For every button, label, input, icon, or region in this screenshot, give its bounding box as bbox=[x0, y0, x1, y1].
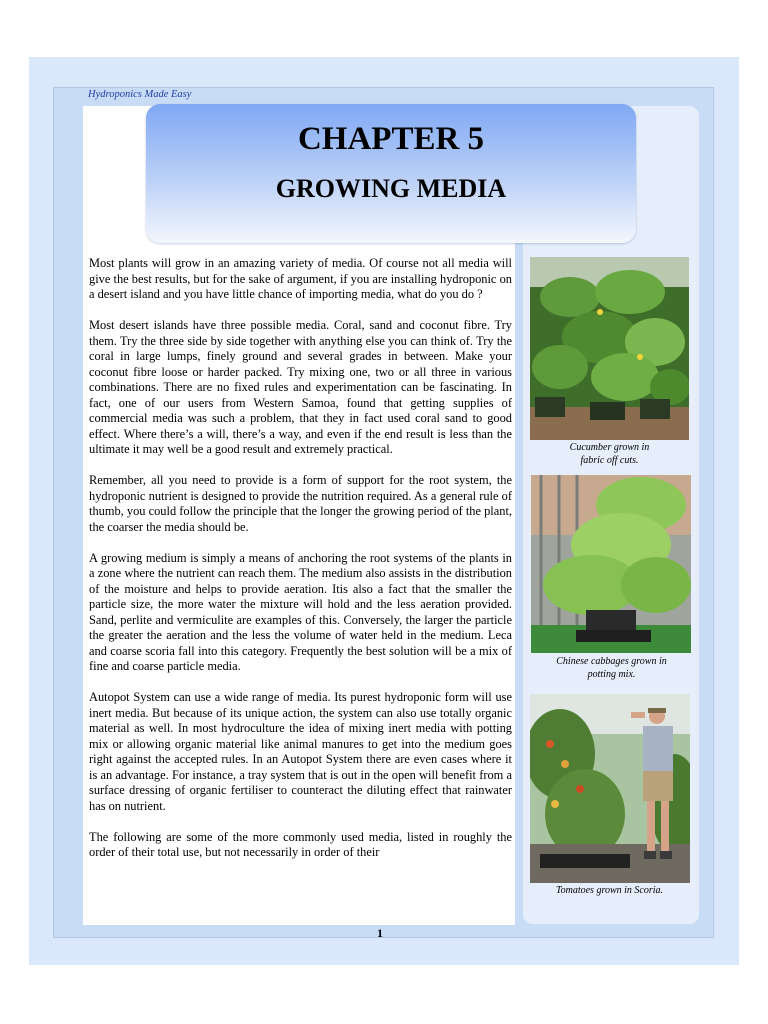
figure-caption: Tomatoes grown in Scoria. bbox=[555, 885, 664, 896]
chapter-number: CHAPTER 5 bbox=[297, 121, 485, 157]
running-head: Hydroponics Made Easy bbox=[88, 89, 192, 100]
body-text bbox=[89, 256, 512, 876]
paragraph: Most plants will grow in an amazing variety of media. Of course not all media will give the best results, but for the sake of argument, if you are installing hydroponic on a desert island and you have little chance of importing media, what do you do ? bbox=[89, 256, 512, 301]
figure-caption: Chinese cabbages grown in potting mix. bbox=[556, 656, 667, 680]
tomato-photo bbox=[530, 694, 690, 883]
chapter-title: GROWING MEDIA bbox=[275, 174, 507, 203]
paragraph: Remember, all you need to provide is a form of support for the root system, the hydroponic nutrient is designed to provide the nutrition required. As a general rule of thumb, you could follow the principle that the longer the growing period of the plant, the coarser the media should be. bbox=[89, 473, 512, 534]
paragraph: Autopot System can use a wide range of media. Its purest hydroponic form will use inert media. But because of its unique action, the system can also use totally organic material as well. In most hydroculture the idea of mixing inert media with potting mix or allowing organic material like animal manures to get into the medium goes right against the accepted rules. In an Autopot System there are even cases where it is an advantage. For instance, a tray system that is out in the open will benefit from a surface dressing of organic fertiliser to counteract the diluting effect that rainwater has on nutrient. bbox=[89, 690, 512, 813]
cabbage-photo bbox=[531, 475, 691, 653]
page-number: 1 bbox=[377, 926, 383, 940]
paragraph: Most desert islands have three possible media. Coral, sand and coconut fibre. Try them. Try the three side by side together with anything else you can think of. Try the coral in large lumps, finely ground and several grades in between. Make your coconut fibre loose or harder packed. Try mixing one, two or all three in various combinations. There are no fixed rules and experimentation can be fascinating. In fact, one of our users from Western Samoa, found that getting supplies of commercial media was such a problem, that they in fact used coral sand to good effect. Where there’s a will, there’s a way, and even if the end result is less than the ultimate it may well be a good result and extremely practical. bbox=[89, 318, 512, 456]
paragraph: The following are some of the more commonly used media, listed in roughly the order of their total use, but not necessarily in order of their bbox=[89, 829, 512, 859]
chapter-banner bbox=[146, 104, 636, 243]
figure-caption: Cucumber grown in fabric off cuts. bbox=[569, 442, 650, 466]
paragraph: A growing medium is simply a means of anchoring the root systems of the plants in a zone where the nutrient can reach them. The medium also assists in the distribution of the moisture and helps to provide aeration. Itis also a fact that the smaller the particle size, the more water the mixture will hold and the less aeration provided. Sand, perlite and vermiculite are examples of this. Conversely, the larger the particle the greater the aeration and the less the volume of water held in the medium. Leca and coarse scoria fall into this category. Frequently the best solution will be a mix of fine and coarse particle media. bbox=[89, 550, 512, 673]
cucumber-photo bbox=[530, 257, 689, 440]
